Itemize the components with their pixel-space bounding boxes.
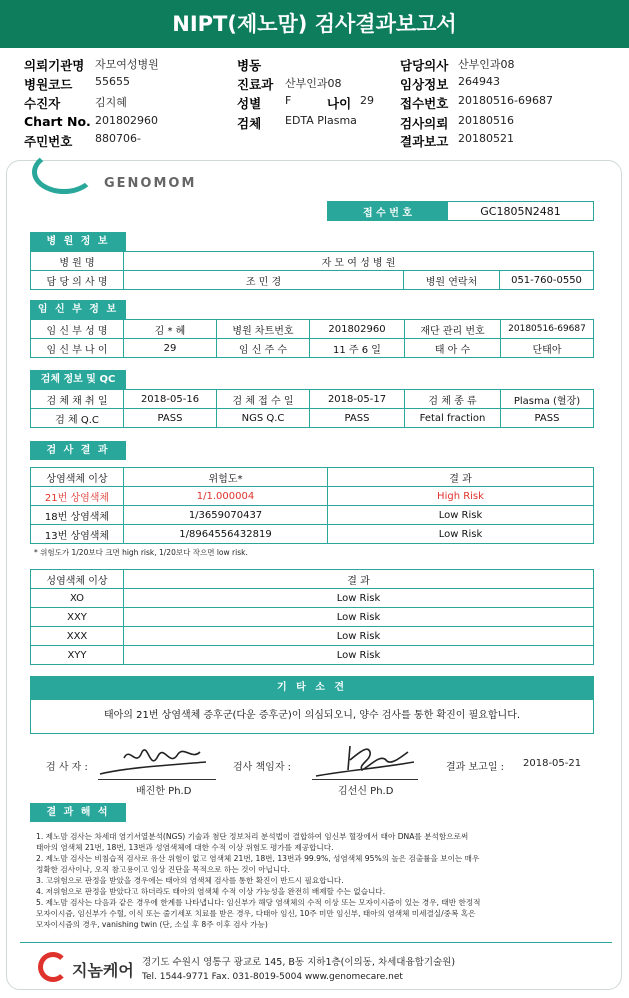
autosome-name: 13번 상염색체 xyxy=(31,525,124,544)
chart-label: Chart No. xyxy=(24,114,91,129)
risk-col-header: 위험도* xyxy=(124,468,328,487)
sex-chromosome-table xyxy=(30,569,594,665)
hospital-name-value: 자 모 여 성 병 원 xyxy=(124,252,594,271)
age-value: 29 xyxy=(360,94,374,107)
autosome-risk: 1/3659070437 xyxy=(124,506,328,525)
hospital-value: 자모여성병원 xyxy=(95,58,159,71)
specimen-collect-value: 2018-05-16 xyxy=(124,390,217,409)
pregnant-mgmt-label: 재단 관리 번호 xyxy=(405,320,501,339)
pregnant-fetus-label: 태 아 수 xyxy=(405,339,501,358)
hospital-doctor-value: 조 민 경 xyxy=(124,271,404,290)
receipt-table xyxy=(327,201,594,221)
patient-value: 김지혜 xyxy=(95,96,127,109)
doctor-label: 담당의사 xyxy=(400,58,449,73)
company-address: 경기도 수원시 영통구 광교로 145, B동 지하1층(이의동, 차세대융합기술원) xyxy=(142,957,456,968)
autosome-result: High Risk xyxy=(328,487,594,506)
request-value: 20180516 xyxy=(458,114,514,127)
autosome-result: Low Risk xyxy=(328,525,594,544)
pregnant-weeks-label: 임 신 주 수 xyxy=(217,339,310,358)
footer-divider xyxy=(20,942,612,943)
sex-result: Low Risk xyxy=(124,627,594,646)
tester-signature xyxy=(96,738,220,782)
pregnant-weeks-value: 11 주 6 일 xyxy=(310,339,405,358)
pregnant-table xyxy=(30,319,594,358)
autosome-table xyxy=(30,467,594,544)
specimen-qc-value: PASS xyxy=(124,409,217,428)
specimen-table xyxy=(30,389,594,428)
manager-line xyxy=(312,779,418,780)
ward-label: 병동 xyxy=(237,58,262,73)
report-label: 결과보고 xyxy=(400,134,449,149)
rrn-value: 880706- xyxy=(95,132,141,145)
autosome-result: Low Risk xyxy=(328,506,594,525)
pregnant-name-label: 임 신 부 성 명 xyxy=(31,320,124,339)
doctor-value: 산부인과08 xyxy=(458,58,515,71)
interp-line: 태아의 염색체 21번, 18번, 13번과 성염색체에 대한 수적 이상 위험도 평가를 제공합니다. xyxy=(36,843,334,852)
manager-label: 검사 책임자 : xyxy=(233,762,292,773)
interpretation-title: 결 과 해 석 xyxy=(30,803,126,822)
specimen-ff-label: Fetal fraction xyxy=(405,409,501,428)
report-title: NIPT(제노맘) 검사결과보고서 xyxy=(0,0,629,48)
sex-name: XYY xyxy=(31,646,124,665)
pregnant-age-value: 29 xyxy=(124,339,217,358)
hospital-contact-label: 병원 연락처 xyxy=(404,271,500,290)
interp-line: 4. 저위험으로 판정을 받았다고 하더라도 태아의 염색체 수적 이상 가능성을 완전히 배제할 수는 없습니다. xyxy=(36,887,386,896)
specimen-type-label: 검 체 종 류 xyxy=(405,390,501,409)
tester-name: 배진한 Ph.D xyxy=(136,786,192,797)
genomecare-logo-icon xyxy=(38,952,68,982)
pregnant-section-title: 임 신 부 정 보 xyxy=(30,300,126,319)
company-contact: Tel. 1544-9771 Fax. 031-8019-5004 www.genomecare.net xyxy=(142,972,403,982)
pregnant-mgmt-value: 20180516-69687 xyxy=(501,320,594,339)
dept-label: 진료과 xyxy=(237,77,274,92)
specimen-label: 검체 xyxy=(237,116,262,131)
rrn-label: 주민번호 xyxy=(24,134,73,149)
hospital-contact-value: 051-760-0550 xyxy=(500,271,594,290)
specimen-type-value: Plasma (혈장) xyxy=(501,390,594,409)
pregnant-age-label: 임 신 부 나 이 xyxy=(31,339,124,358)
sex-name: XO xyxy=(31,589,124,608)
request-label: 검사의뢰 xyxy=(400,116,449,131)
sex-name: XXX xyxy=(31,627,124,646)
specimen-section-title: 검체 정보 및 QC xyxy=(30,370,126,389)
hospital-table xyxy=(30,251,594,290)
report-date: 2018-05-21 xyxy=(523,758,582,769)
receipt-value: GC1805N2481 xyxy=(448,202,594,221)
specimen-collect-label: 검 체 채 취 일 xyxy=(31,390,124,409)
autosome-risk: 1/1.000004 xyxy=(124,487,328,506)
pregnant-fetus-value: 단태아 xyxy=(501,339,594,358)
logo-brand-b: MOM xyxy=(153,176,197,191)
remarks-title: 기 타 소 견 xyxy=(30,676,594,700)
hospital-label: 의뢰기관명 xyxy=(24,58,85,73)
interp-line: 3. 고위험으로 판정을 받았을 경우에는 태아의 염색체 검사를 통한 확진이 반드시 필요합니다. xyxy=(36,876,344,885)
table-row xyxy=(31,487,594,506)
interp-line: 모자이시즘, 임신부가 수혈, 이식 또는 줄기세포 치료를 받은 경우, 다태아 임신, 10주 미만 임신부, 태아의 염색체 미세결실/중복 혹은 xyxy=(36,909,476,918)
pregnant-name-value: 김 * 혜 xyxy=(124,320,217,339)
autosome-name: 21번 상염색체 xyxy=(31,487,124,506)
results-section-title: 검 사 결 과 xyxy=(30,441,126,460)
interp-line: 1. 제노맘 검사는 차세대 염기서열분석(NGS) 기술과 첨단 정보처리 분석법이 결합하여 임신부 혈장에서 태아 DNA를 분석함으로써 xyxy=(36,832,469,841)
code-label: 병원코드 xyxy=(24,77,73,92)
interp-line: 정확한 검사이나, 오직 참고용이고 임상 진단을 목적으로 하는 것이 아닙니다. xyxy=(36,865,290,874)
report-date-label: 결과 보고일 : xyxy=(446,762,505,773)
hospital-name-label: 병 원 명 xyxy=(31,252,124,271)
sex-value: F xyxy=(285,94,292,107)
autosome-name: 18번 상염색체 xyxy=(31,506,124,525)
patient-label: 수진자 xyxy=(24,96,61,111)
autosome-col-header: 상염색체 이상 xyxy=(31,468,124,487)
specimen-qc-label: 검 체 Q.C xyxy=(31,409,124,428)
sex-result: Low Risk xyxy=(124,608,594,627)
specimen-value: EDTA Plasma xyxy=(285,114,357,127)
code-value: 55655 xyxy=(95,75,130,88)
report-meta xyxy=(0,50,629,160)
table-row xyxy=(31,646,594,665)
specimen-ngs-value: PASS xyxy=(310,409,405,428)
logo-arc-icon xyxy=(32,150,96,194)
accession-value: 20180516-69687 xyxy=(458,94,553,107)
tester-line xyxy=(98,779,216,780)
dept-value: 산부인과08 xyxy=(285,77,342,90)
genomom-logo xyxy=(104,176,196,191)
logo-brand-a: GENO xyxy=(104,176,154,191)
specimen-receive-label: 검 체 접 수 일 xyxy=(217,390,310,409)
table-row xyxy=(31,506,594,525)
table-row xyxy=(31,627,594,646)
pregnant-chart-value: 201802960 xyxy=(310,320,405,339)
specimen-receive-value: 2018-05-17 xyxy=(310,390,405,409)
sex-result: Low Risk xyxy=(124,646,594,665)
company-name: 지놈케어 xyxy=(72,961,134,980)
interpretation-text xyxy=(36,831,596,930)
specimen-ff-value: PASS xyxy=(501,409,594,428)
tester-label: 검 사 자 : xyxy=(46,762,88,773)
clinical-value: 264943 xyxy=(458,75,500,88)
table-row xyxy=(31,608,594,627)
table-row xyxy=(31,525,594,544)
chart-value: 201802960 xyxy=(95,114,158,127)
autosome-risk: 1/8964556432819 xyxy=(124,525,328,544)
pregnant-chart-label: 병원 차트번호 xyxy=(217,320,310,339)
accession-label: 접수번호 xyxy=(400,96,449,111)
result-col-header: 결 과 xyxy=(328,468,594,487)
sex-name: XXY xyxy=(31,608,124,627)
sex-result-col-header: 결 과 xyxy=(124,570,594,589)
receipt-label: 접 수 번 호 xyxy=(328,202,448,221)
report-value: 20180521 xyxy=(458,132,514,145)
sex-label: 성별 xyxy=(237,96,262,111)
manager-name: 김선신 Ph.D xyxy=(338,786,394,797)
hospital-section-title: 병 원 정 보 xyxy=(30,232,126,251)
specimen-ngs-label: NGS Q.C xyxy=(217,409,310,428)
sex-result: Low Risk xyxy=(124,589,594,608)
interp-line: 5. 제노맘 검사는 다음과 같은 경우에 한계를 나타냅니다: 임신부가 해당 염색체의 수적 이상 또는 모자이시즘이 있는 경우, 태반 한정적 xyxy=(36,898,481,907)
sex-col-header: 성염색체 이상 xyxy=(31,570,124,589)
risk-footnote: * 위험도가 1/20보다 크면 high risk, 1/20보다 작으면 low risk. xyxy=(34,548,248,557)
interp-line: 2. 제노맘 검사는 비침습적 검사로 유산 위험이 없고 염색체 21번, 18번, 13번과 99.9%, 성염색체 95%의 높은 검출률을 보이는 매우 xyxy=(36,854,480,863)
table-row xyxy=(31,589,594,608)
remarks-text: 태아의 21번 상염색체 증후군(다운 증후군)이 의심되오니, 양수 검사를 통한 확진이 필요합니다. xyxy=(30,700,594,734)
manager-signature xyxy=(310,740,420,782)
interp-line: 모자이시즘의 경우, vanishing twin (단, 소실 후 8주 이후 검사 가능) xyxy=(36,920,268,929)
age-label: 나이 xyxy=(327,96,352,111)
hospital-doctor-label: 담 당 의 사 명 xyxy=(31,271,124,290)
clinical-label: 임상정보 xyxy=(400,77,449,92)
